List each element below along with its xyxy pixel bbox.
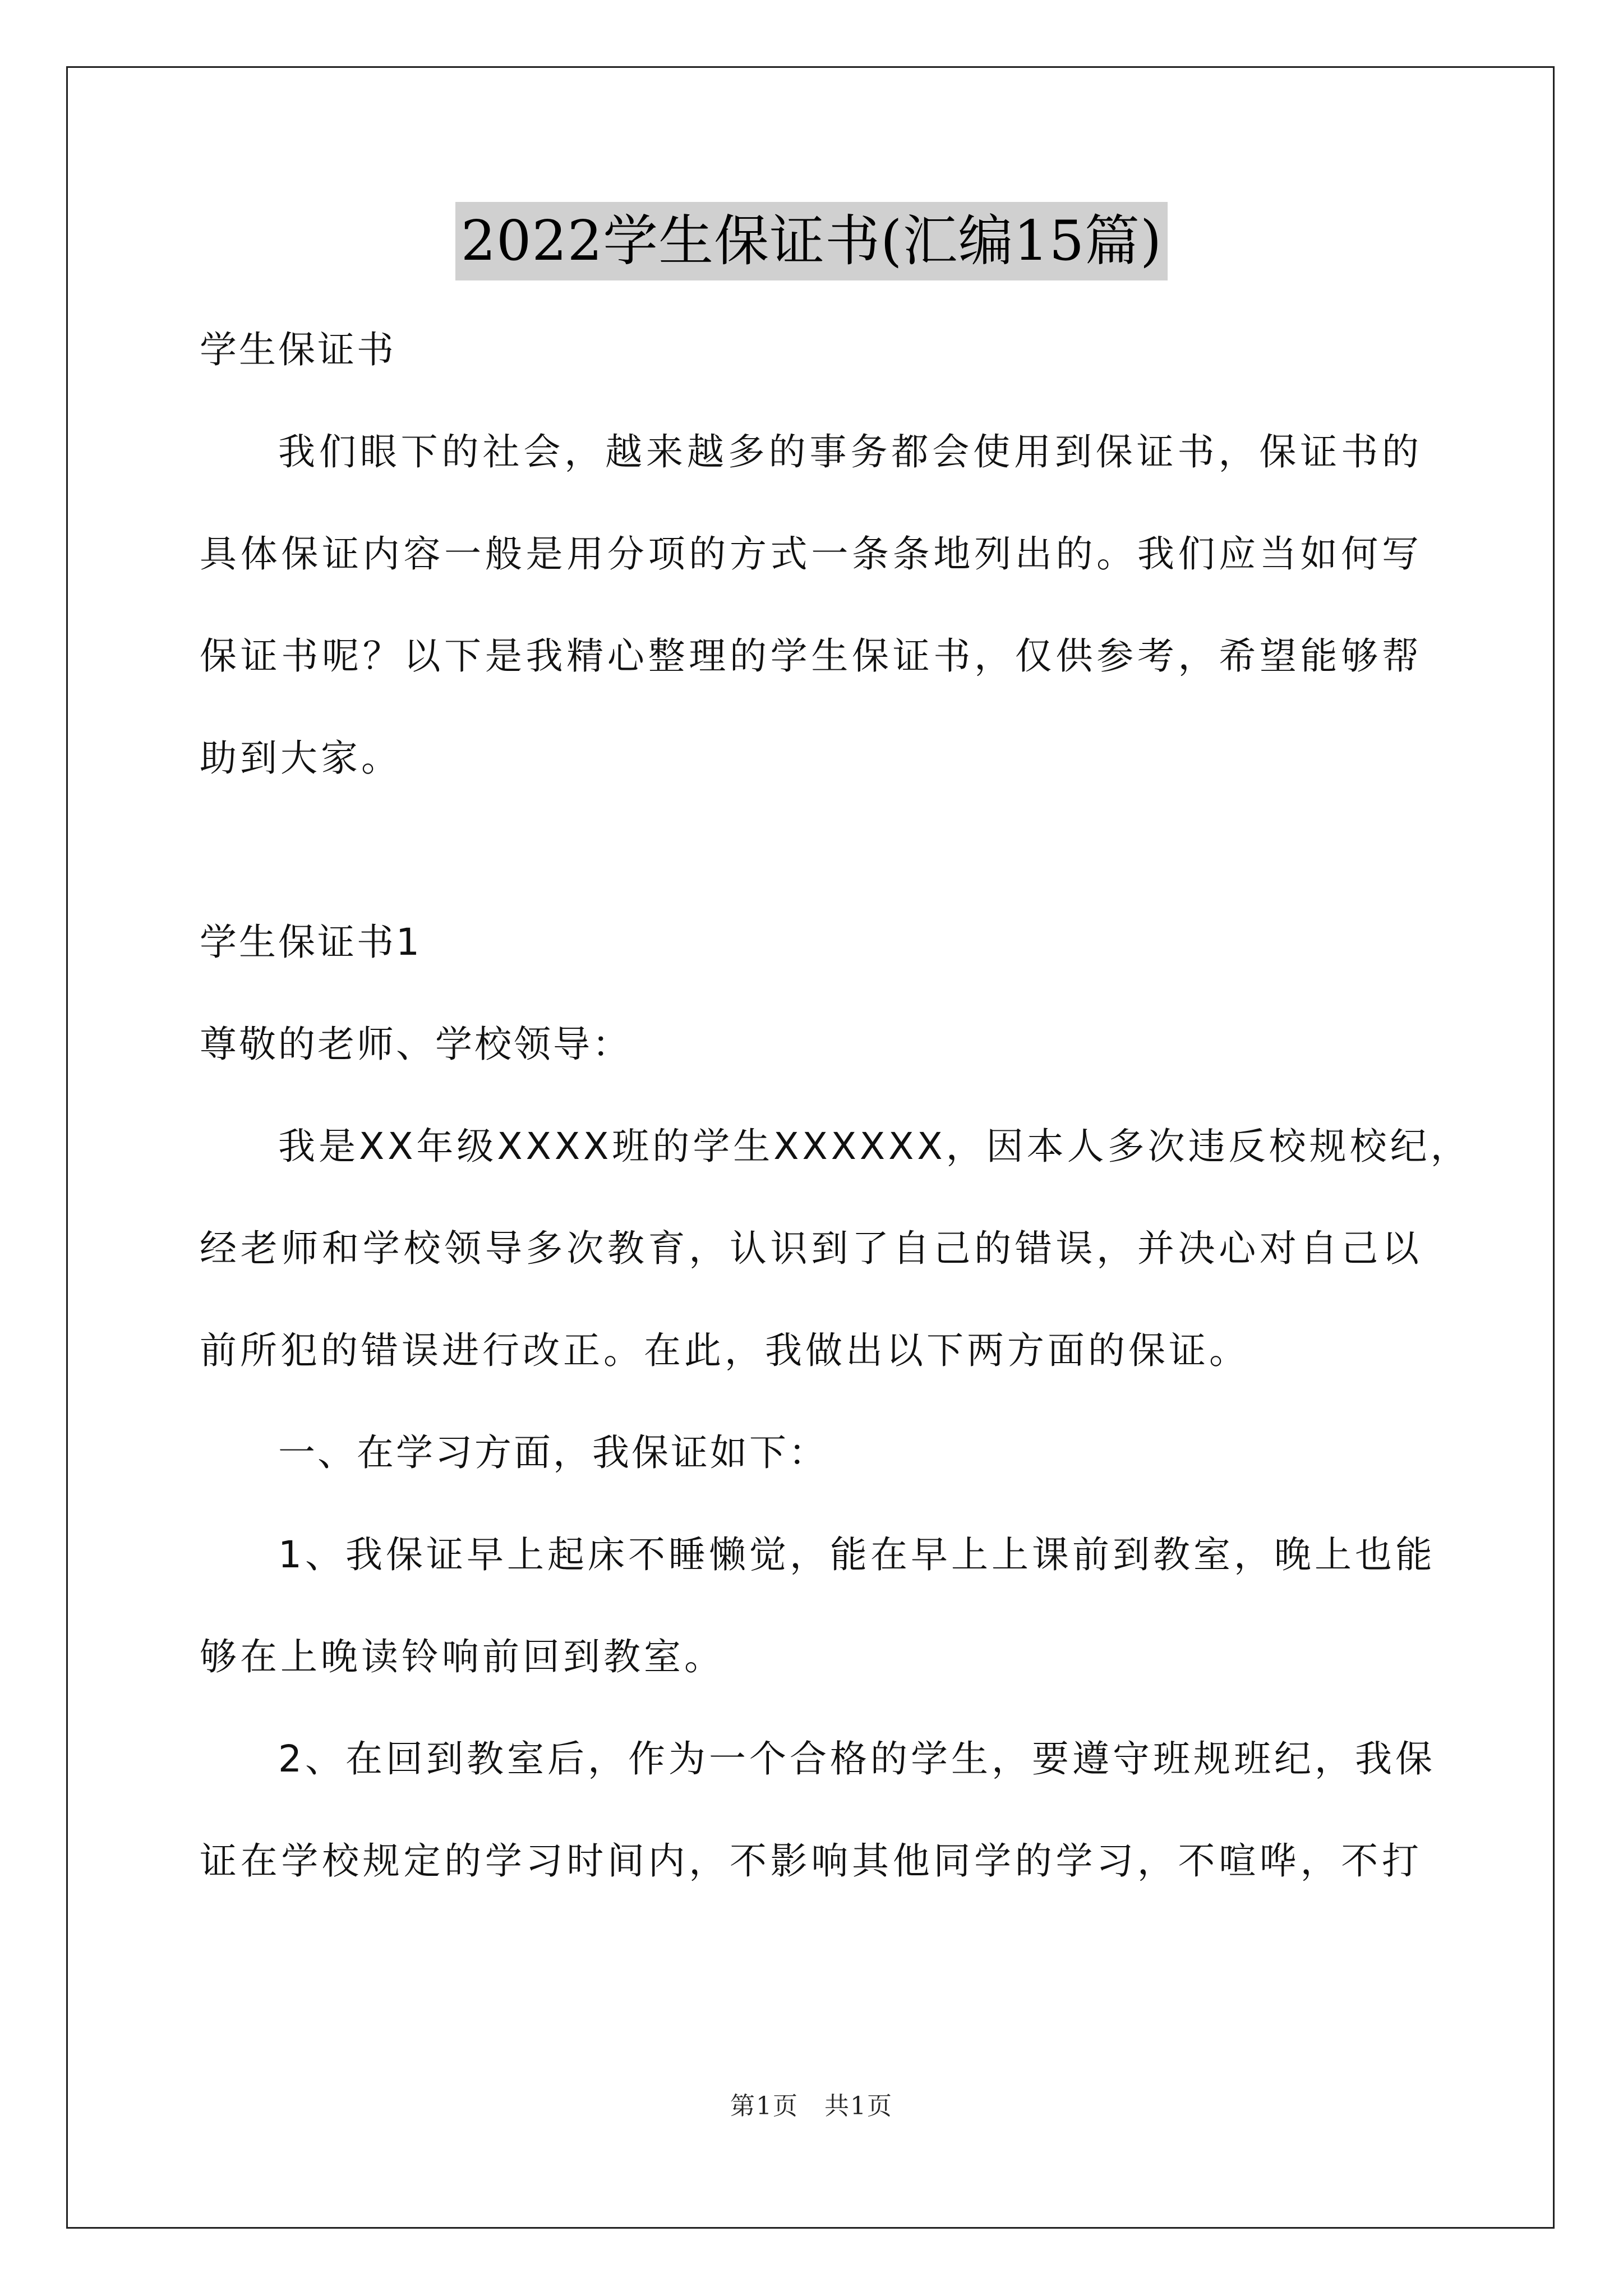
page-footer: 第1页 共1页 (730, 2092, 893, 2120)
intro-heading: 学生保证书 (200, 328, 396, 371)
item-line: 够在上晚读铃响前回到教室。 (200, 1635, 725, 1678)
paragraph-line: 我是XX年级XXXX班的学生XXXXXX，因本人多次违反校规校纪， (278, 1125, 1471, 1168)
point-heading: 一、在学习方面，我保证如下： (278, 1431, 828, 1474)
document-body (200, 314, 1471, 1897)
item-line: 1、我保证早上起床不睡懒觉，能在早上上课前到教室，晚上也能 (278, 1533, 1436, 1576)
item-1 (200, 1519, 1436, 1693)
item-line: 证在学校规定的学习时间内，不影响其他同学的学习，不喧哗，不打 (200, 1839, 1422, 1883)
paragraph-line: 前所犯的错误进行改正。在此，我做出以下两方面的保证。 (200, 1329, 1249, 1372)
item-2 (200, 1723, 1436, 1897)
intro-line: 我们眼下的社会，越来越多的事务都会使用到保证书，保证书的 (278, 430, 1422, 473)
intro-paragraph (200, 416, 1422, 794)
title-container (0, 202, 1623, 280)
paragraph-1 (200, 1111, 1471, 1387)
salutation: 尊敬的老师、学校领导： (200, 1023, 631, 1066)
paragraph-line: 经老师和学校领导多次教育，认识到了自己的错误，并决心对自己以 (200, 1227, 1422, 1270)
document-title: 2022学生保证书(汇编15篇) (455, 202, 1168, 280)
section-heading: 学生保证书1 (200, 921, 422, 964)
intro-line: 保证书呢？以下是我精心整理的学生保证书，仅供参考，希望能够帮 (200, 634, 1422, 678)
item-line: 2、在回到教室后，作为一个合格的学生，要遵守班规班纪，我保 (278, 1737, 1436, 1780)
intro-line: 助到大家。 (200, 737, 402, 780)
intro-line: 具体保证内容一般是用分项的方式一条条地列出的。我们应当如何写 (200, 532, 1422, 576)
